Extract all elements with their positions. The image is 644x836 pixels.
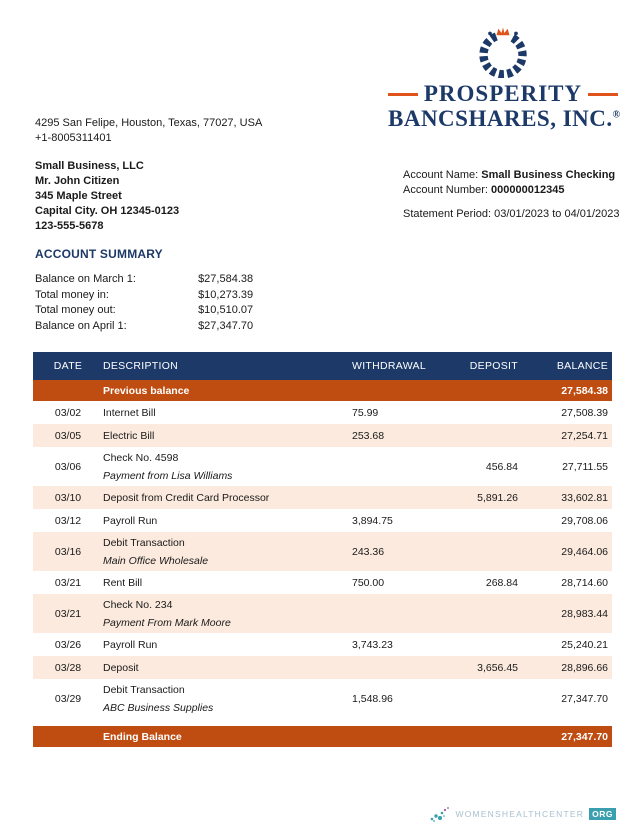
summary-row — [35, 272, 253, 288]
table-row — [33, 594, 612, 633]
table-row — [33, 656, 612, 679]
previous-balance-label: Previous balance — [103, 384, 190, 397]
account-number-label: Account Number: — [403, 184, 492, 196]
cell-date: 03/12 — [54, 514, 82, 527]
bank-logo — [388, 26, 621, 132]
cell-balance: 28,896.66 — [561, 661, 608, 674]
watermark-org-badge: ORG — [589, 808, 616, 820]
cell-description: Check No. 234 — [103, 599, 173, 611]
cell-date: 03/28 — [54, 661, 82, 674]
summary-row — [35, 319, 253, 335]
logo-word-prosperity: PROSPERITY — [423, 81, 583, 106]
table-row — [33, 633, 612, 656]
table-row — [33, 679, 612, 718]
cell-description: Debit Transaction — [103, 684, 185, 696]
summary-label: Balance on March 1: — [35, 273, 136, 285]
cell-withdrawal: 75.99 — [352, 406, 379, 419]
customer-name: Mr. John Citizen — [35, 175, 120, 187]
cell-note: ABC Business Supplies — [103, 702, 214, 714]
table-gap — [33, 718, 612, 726]
cell-deposit: 3,656.45 — [477, 661, 518, 674]
cell-withdrawal: 1,548.96 — [352, 692, 393, 705]
customer-address-block — [35, 159, 179, 234]
registered-trademark-symbol: ® — [612, 109, 621, 121]
table-row — [33, 447, 612, 486]
statement-period-label: Statement Period: — [403, 208, 495, 220]
bank-street-address: 4295 San Felipe, Houston, Texas, 77027, USA — [35, 117, 263, 129]
cell-deposit: 268.84 — [485, 576, 518, 589]
summary-value: $10,273.39 — [198, 288, 254, 301]
summary-row — [35, 288, 253, 304]
laurel-wreath-crown-icon — [475, 26, 531, 78]
account-number-line — [403, 183, 620, 198]
cell-date: 03/16 — [54, 545, 82, 558]
table-row — [33, 571, 612, 594]
table-header-row — [33, 352, 612, 380]
cell-withdrawal: 750.00 — [352, 576, 385, 589]
summary-value: $10,510.07 — [198, 304, 254, 316]
cell-date: 03/06 — [54, 460, 82, 473]
logo-line1 — [388, 82, 618, 106]
account-name-value: Small Business Checking — [481, 169, 616, 181]
header-deposit: DEPOSIT — [469, 360, 518, 372]
cell-withdrawal: 253.68 — [352, 429, 385, 442]
cell-balance: 28,983.44 — [561, 607, 608, 620]
cell-note: Main Office Wholesale — [103, 555, 209, 567]
cell-balance: 27,254.71 — [561, 429, 608, 442]
site-watermark — [429, 805, 616, 823]
cell-description: Electric Bill — [103, 429, 155, 442]
cell-deposit: 5,891.26 — [477, 491, 518, 504]
cell-date: 03/02 — [54, 406, 82, 419]
table-row — [33, 509, 612, 532]
logo-line2 — [388, 106, 621, 132]
summary-rows — [35, 272, 253, 334]
cell-note: Payment from Lisa Williams — [103, 470, 233, 482]
cell-description: Debit Transaction — [103, 537, 185, 549]
logo-right-dash — [588, 93, 618, 96]
cell-balance: 27,508.39 — [561, 406, 608, 419]
cell-description: Rent Bill — [103, 576, 143, 589]
table-row — [33, 401, 612, 424]
cell-balance: 25,240.21 — [561, 638, 608, 651]
customer-company: Small Business, LLC — [35, 160, 144, 172]
cell-date: 03/05 — [54, 429, 82, 442]
cell-description: Internet Bill — [103, 406, 156, 419]
transaction-rows — [33, 401, 612, 718]
account-summary-section — [35, 247, 253, 334]
cell-description: Payroll Run — [103, 514, 158, 527]
customer-street: 345 Maple Street — [35, 190, 122, 202]
cell-withdrawal: 243.36 — [352, 545, 385, 558]
cell-description: Check No. 4598 — [103, 452, 179, 464]
summary-label: Total money in: — [35, 288, 109, 301]
account-name-line — [403, 168, 620, 183]
cell-withdrawal: 3,743.23 — [352, 638, 393, 651]
cell-description: Deposit — [103, 661, 139, 674]
cell-date: 03/29 — [54, 692, 82, 705]
previous-balance-value: 27,584.38 — [561, 384, 608, 397]
customer-phone: 123-555-5678 — [35, 220, 104, 232]
table-row — [33, 532, 612, 571]
account-info-block — [403, 168, 620, 222]
cell-description: Deposit from Credit Card Processor — [103, 491, 270, 504]
cell-date: 03/21 — [54, 576, 82, 589]
header-balance: BALANCE — [556, 360, 608, 372]
summary-value: $27,347.70 — [198, 319, 254, 332]
table-row — [33, 424, 612, 447]
previous-balance-row — [33, 380, 612, 401]
table-row — [33, 486, 612, 509]
logo-left-dash — [388, 93, 418, 96]
ending-balance-value: 27,347.70 — [561, 730, 608, 743]
cell-balance: 27,711.55 — [562, 460, 608, 473]
header-date: DATE — [53, 360, 83, 372]
cell-date: 03/10 — [54, 491, 82, 504]
cell-balance: 29,708.06 — [561, 514, 608, 527]
ending-balance-row — [33, 726, 612, 747]
statement-period-line — [403, 207, 620, 222]
cell-deposit: 456.84 — [485, 460, 518, 473]
cell-balance: 29,464.06 — [561, 545, 608, 558]
cell-balance: 33,602.81 — [561, 491, 608, 504]
summary-label: Total money out: — [35, 304, 116, 316]
statement-period-value: 03/01/2023 to 04/01/2023 — [494, 208, 620, 220]
header-withdrawal: WITHDRAWAL — [352, 360, 426, 372]
watermark-text: WOMENSHEALTHCENTER — [455, 809, 585, 819]
bank-address-block — [35, 116, 262, 146]
account-summary-title: ACCOUNT SUMMARY — [35, 247, 163, 261]
cell-withdrawal: 3,894.75 — [352, 514, 393, 527]
cell-note: Payment From Mark Moore — [103, 617, 231, 629]
ending-balance-label: Ending Balance — [103, 730, 182, 743]
summary-row — [35, 303, 253, 319]
cell-description: Payroll Run — [103, 638, 158, 651]
cell-date: 03/21 — [54, 607, 82, 620]
bank-phone: +1-8005311401 — [35, 132, 112, 144]
cell-balance: 27,347.70 — [561, 692, 608, 705]
dots-swoosh-icon — [429, 805, 453, 823]
header-description: DESCRIPTION — [103, 360, 179, 372]
summary-value: $27,584.38 — [198, 273, 254, 285]
cell-balance: 28,714.60 — [561, 576, 608, 589]
cell-date: 03/26 — [54, 638, 82, 651]
logo-word-bancshares: BANCSHARES, INC. — [388, 106, 613, 132]
account-name-label: Account Name: — [403, 169, 482, 181]
customer-city: Capital City. OH 12345-0123 — [35, 205, 180, 217]
account-number-value: 000000012345 — [491, 184, 565, 196]
transactions-table — [33, 352, 612, 747]
summary-label: Balance on April 1: — [35, 319, 127, 332]
